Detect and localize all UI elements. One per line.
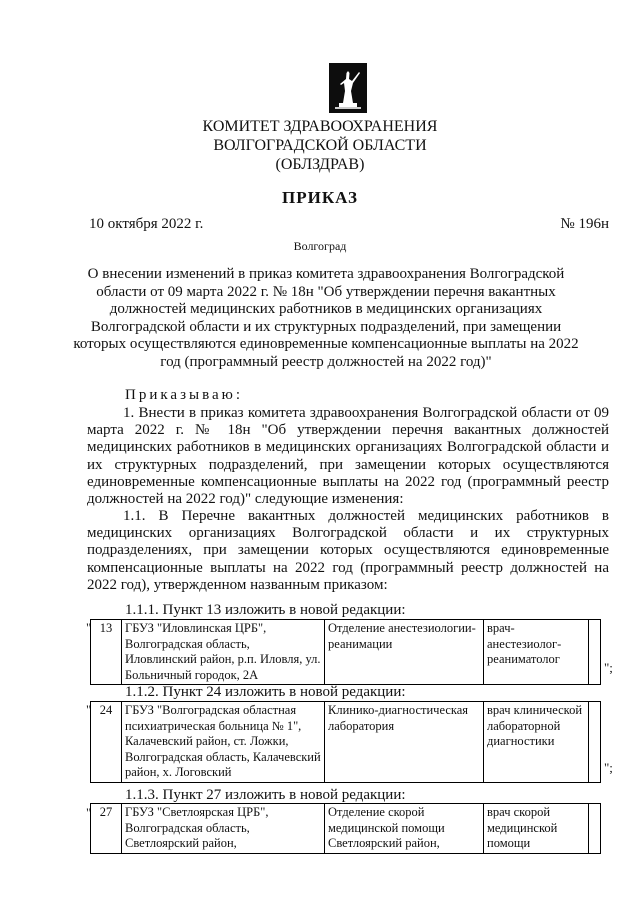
org-name-line2: ВОЛГОГРАДСКОЙ ОБЛАСТИ (213, 137, 427, 154)
table-row (90, 701, 601, 783)
open-quote: " (86, 702, 92, 717)
organization-cell: ГБУЗ "Волгоградская областная психиатрическая больница № 1", Калачевский район, ст. Ложки, Волгоградская область, Калачевский район, х. Логовский (122, 702, 325, 783)
document-type-title: ПРИКАЗ (282, 188, 358, 207)
close-quote: "; (604, 660, 613, 675)
paragraph-1: 1. Внести в приказ комитета здравоохранения Волгоградской области от 09 марта 2022 г. № 18н "Об утверждении перечня вакантных должностей медицинских работников в медицинских организациях Волгоградской области и их структурных подразделений, при замещении которых осуществляются единовременные компенсационные выплаты на 2022 год (программный реестр должностей на 2022 год)" следующие изменения: (87, 405, 609, 508)
close-quote: "; (604, 760, 613, 775)
open-quote: " (86, 620, 92, 635)
empty-cell (589, 804, 601, 854)
empty-cell (589, 620, 601, 685)
row-number: 24 (91, 702, 122, 783)
prikazyvayu-label: Приказываю: (125, 387, 243, 403)
item-heading: 1.1.2. Пункт 24 изложить в новой редакции: (125, 684, 406, 700)
empty-cell (589, 702, 601, 783)
row-number: 27 (91, 804, 122, 854)
paragraph-1-1: 1.1. В Перечне вакантных должностей медицинских работников в медицинских организациях Волгоградской области и их структурных подразделениях, при замещении которых осуществляются единовременные компенсационные выплаты на 2022 год (программный реестр должностей на 2022 год), утвержденном названным приказом: (87, 508, 609, 593)
order-city: Волгоград (293, 239, 347, 253)
organization-cell: ГБУЗ "Иловлинская ЦРБ", Волгоградская область, Иловлинский район, р.п. Иловля, ул. Больничный городок, 2А (122, 620, 325, 685)
unit-cell: Отделение скорой медицинской помощи Светлоярский район, (325, 804, 484, 854)
unit-cell: Отделение анестезиологии-реанимации (325, 620, 484, 685)
row-number: 13 (91, 620, 122, 685)
position-cell: врач клинической лабораторной диагностики (484, 702, 589, 783)
emblem-icon (329, 63, 367, 113)
order-subject: О внесении изменений в приказ комитета здравоохранения Волгоградской области от 09 марта 2022 г. № 18н "Об утверждении перечня вакантных должностей медицинских работников в медицинских организациях Волгоградской области и их структурных подразделений, при замещении которых осуществляются единовременные компенсационные выплаты на 2022 год (программный реестр должностей на 2022 год)" (73, 266, 579, 370)
motherland-statue-icon (329, 63, 367, 113)
item-heading: 1.1.3. Пункт 27 изложить в новой редакции: (125, 787, 406, 803)
table-row (90, 619, 601, 685)
org-name-line3: (ОБЛЗДРАВ) (275, 156, 365, 173)
item-heading: 1.1.1. Пункт 13 изложить в новой редакции: (125, 602, 406, 618)
order-number: № 196н (560, 216, 609, 232)
organization-cell: ГБУЗ "Светлоярская ЦРБ", Волгоградская область, Светлоярский район, (122, 804, 325, 854)
open-quote: " (86, 805, 92, 820)
position-cell: врач-анестезиолог-реаниматолог (484, 620, 589, 685)
table-row (90, 803, 601, 854)
position-cell: врач скорой медицинской помощи (484, 804, 589, 854)
org-name-line1: КОМИТЕТ ЗДРАВООХРАНЕНИЯ (202, 118, 438, 135)
order-date: 10 октября 2022 г. (89, 216, 204, 232)
unit-cell: Клинико-диагностическая лаборатория (325, 702, 484, 783)
